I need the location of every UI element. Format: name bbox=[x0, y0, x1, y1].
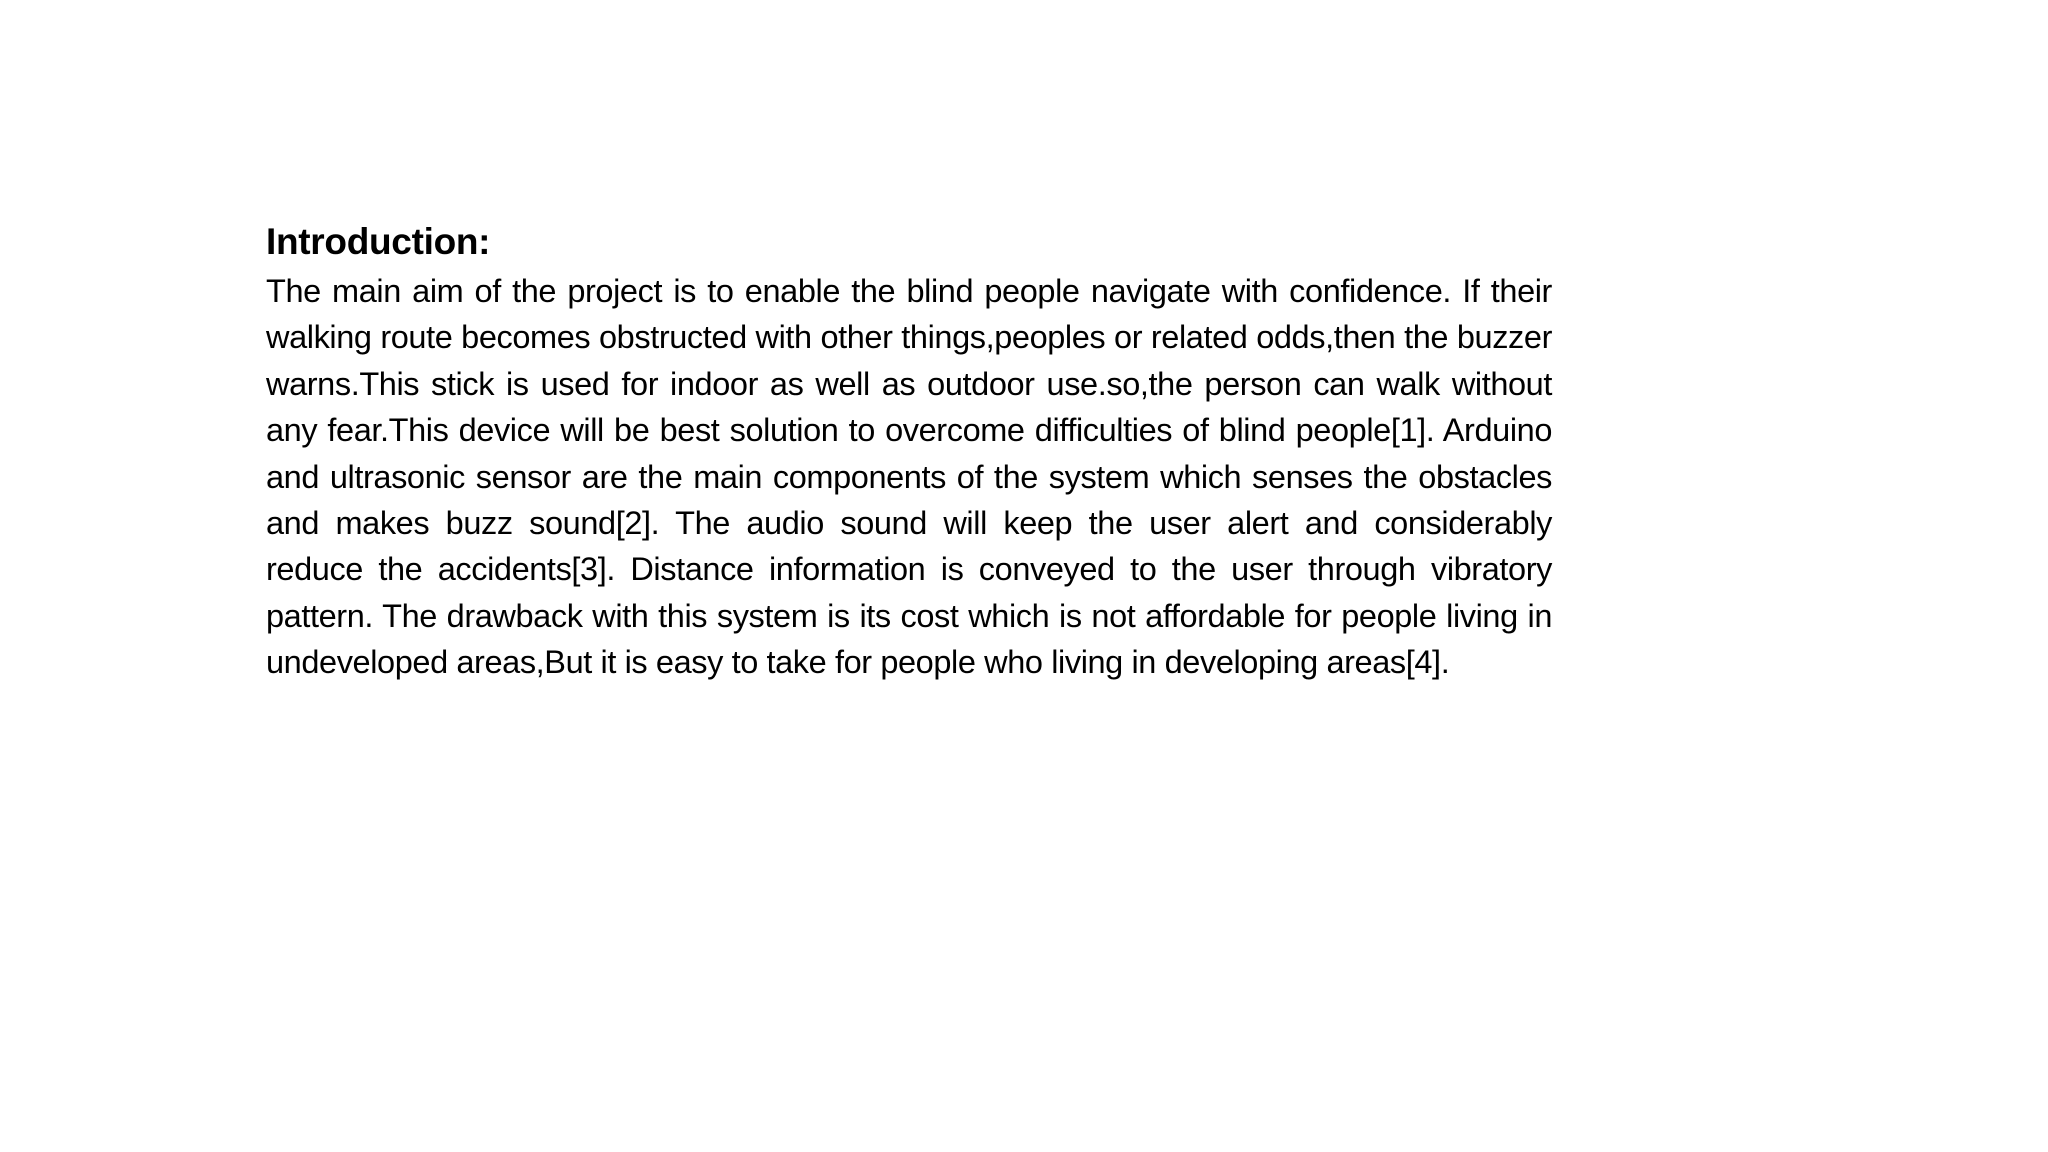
text-box[interactable] bbox=[266, 216, 1552, 686]
body-paragraph: The main aim of the project is to enable the blind people navigate with confidence. If their walking route becomes obstructed with other things,peoples or related odds,then the buzzer warns.This stick is used for indoor as well as outdoor use.so,the person can walk without any fear.This device will be best solution to overcome difficulties of blind people[1]. Arduino and ultrasonic sensor are the main components of the system which senses the obstacles and makes buzz sound[2]. The audio sound will keep the user alert and considerably reduce the accidents[3]. Distance information is conveyed to the user through vibratory pattern. The drawback with this system is its cost which is not affordable for people living in undeveloped areas,But it is easy to take for people who living in developing areas[4]. bbox=[266, 273, 1552, 681]
section-heading: Introduction: bbox=[266, 221, 491, 262]
